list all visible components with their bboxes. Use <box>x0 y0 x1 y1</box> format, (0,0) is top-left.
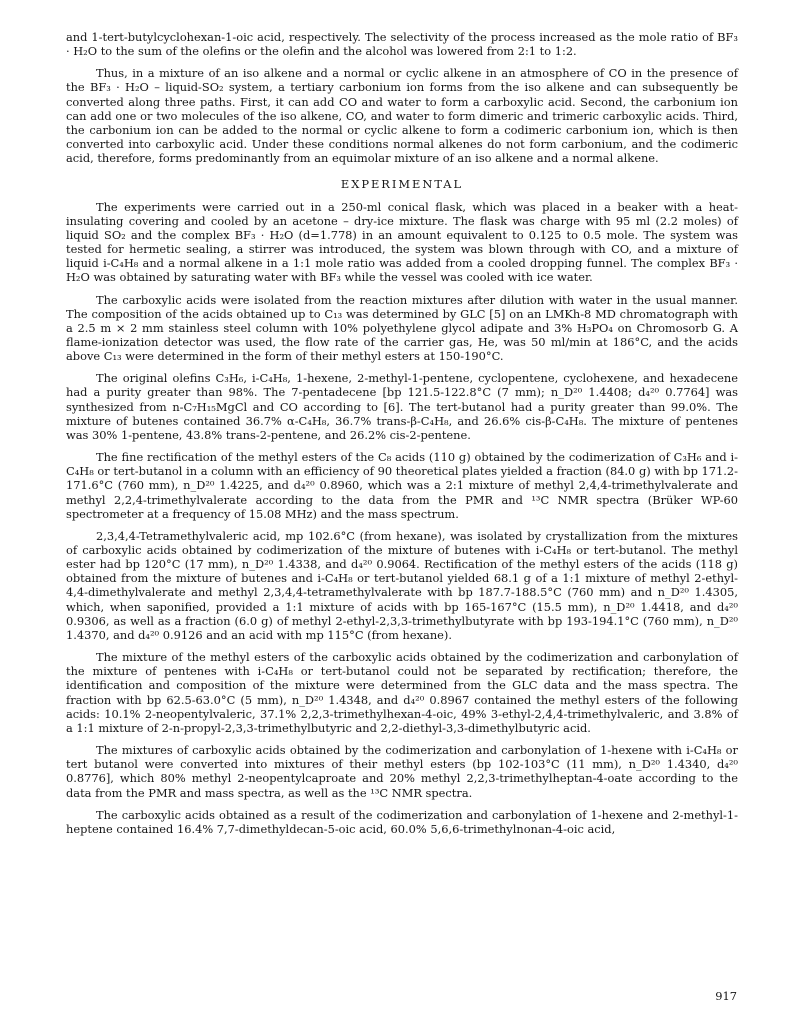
experimental-paragraph-1: The experiments were carried out in a 250-ml conical flask, which was placed in a beaker with a heat-insulating covering and cooled by an acetone – dry-ice mixture. The flask was charge with 95 ml (2.2 moles) of liquid SO₂ and the complex BF₃ · H₂O (d=1.778) in an amount equivalent to 0.125 to 0.5 mole. The system was tested for hermetic sealing, a stirrer was introduced, the system was blown through with CO, and a mixture of liquid i-C₄H₈ and a normal alkene in a 1:1 mole ratio was added from a cooled dropping funnel. The complex BF₃ · H₂O was obtained by saturating water with BF₃ while the vessel was cooled with ice water. <box>66 199 738 285</box>
paragraph-2: Thus, in a mixture of an iso alkene and a normal or cyclic alkene in an atmosphere of CO in the presence of the BF₃ · H₂O – liquid-SO₂ system, a tertiary carbonium ion forms from the iso alkene and can subsequently be converted along three paths. First, it can add CO and water to form a carboxylic acid. Second, the carbonium ion can add one or two molecules of the iso alkene, CO, and water to form dimeric and trimeric carboxylic acids. Third, the carbonium ion can be added to the normal or cyclic alkene to form a codimeric carbonium ion, which is then converted into carboxylic acid. Under these conditions normal alkenes do not form carbonium, and the codimeric acid, therefore, forms predominantly from an equimolar mixture of an iso alkene and a normal alkene. <box>66 66 738 166</box>
experimental-paragraph-8: The carboxylic acids obtained as a result of the codimerization and carbonylation of 1-hexene and 2-methyl-1-heptene contained 16.4% 7,7-dimethyldecan-5-oic acid, 60.0% 5,6,6-trimethylnonan-4-oic acid, <box>66 807 738 836</box>
experimental-paragraph-4: The fine rectification of the methyl esters of the C₈ acids (110 g) obtained by the codimerization of C₃H₆ and i-C₄H₈ or tert-butanol in a column with an efficiency of 90 theoretical plates yielded a fraction (84.0 g) with bp 171.2-171.6°C (760 mm), n_D²⁰ 1.4225, and d₄²⁰ 0.8960, which was a 2:1 mixture of methyl 2,4,4-trimethylvalerate and methyl 2,2,4-trimethylvalerate according to the data from the PMR and ¹³C NMR spectra (Brüker WP-60 spectrometer at a frequency of 15.08 MHz) and the mass spectrum. <box>66 450 738 521</box>
paragraph-1: and 1-tert-butylcyclohexan-1-oic acid, respectively. The selectivity of the process increased as the mole ratio of BF₃ · H₂O to the sum of the olefins or the olefin and the alcohol was lowered from 2:1 to 1:2. <box>66 30 738 59</box>
section-heading: EXPERIMENTAL <box>340 177 464 192</box>
experimental-paragraph-2: The carboxylic acids were isolated from the reaction mixtures after dilution with water in the usual manner. The composition of the acids obtained up to C₁₃ was determined by GLC [5] on an LMKh-8 MD chromatograph with a 2.5 m × 2 mm stainless steel column with 10% polyethylene glycol adipate and 3% H₃PO₄ on Chromosorb G. A flame-ionization detector was used, the flow rate of the carrier gas, He, was 50 ml/min at 186°C, and the acids above C₁₃ were determined in the form of their methyl esters at 150-190°C. <box>66 292 738 364</box>
page-body <box>66 30 738 844</box>
experimental-paragraph-5: 2,3,4,4-Tetramethylvaleric acid, mp 102.6°C (from hexane), was isolated by crystallization from the mixtures of carboxylic acids obtained by codimerization of the mixture of butenes with i-C₄H₈ or tert-butanol. The methyl ester had bp 120°C (17 mm), n_D²⁰ 1.4338, and d₄²⁰ 0.9064. Rectification of the methyl esters of the acids (118 g) obtained from the mixture of butenes and i-C₄H₈ or tert-butanol yielded 68.1 g of a 1:1 mixture of methyl 2-ethyl-4,4-dimethylvalerate and methyl 2,3,4,4-tetramethylvalerate with bp 187.7-188.5°C (760 mm) and n_D²⁰ 1.4305, which, when saponified, provided a 1:1 mixture of acids with bp 165-167°C (15.5 mm), n_D²⁰ 1.4418, and d₄²⁰ 0.9306, as well as a fraction (6.0 g) of methyl 2-ethyl-2,3,3-trimethylbutyrate with bp 193-194.1°C (760 mm), n_D²⁰ 1.4370, and d₄²⁰ 0.9126 and an acid with mp 115°C (from hexane). <box>66 528 738 642</box>
page-number: 917 <box>715 989 737 1003</box>
experimental-paragraph-3: The original olefins C₃H₆, i-C₄H₈, 1-hexene, 2-methyl-1-pentene, cyclopentene, cyclohexene, and hexadecene had a purity greater than 98%. The 7-pentadecene [bp 121.5-122.8°C (7 mm); n_D²⁰ 1.4408; d₄²⁰ 0.7764] was synthesized from n-C₇H₁₅MgCl and CO according to [6]. The tert-butanol had a purity greater than 99.0%. The mixture of butenes contained 36.7% α-C₄H₈, 36.7% trans-β-C₄H₈, and 26.6% cis-β-C₄H₈. The mixture of pentenes was 30% 1-pentene, 43.8% trans-2-pentene, and 26.2% cis-2-pentene. <box>66 371 738 442</box>
experimental-paragraph-7: The mixtures of carboxylic acids obtained by the codimerization and carbonylation of 1-hexene with i-C₄H₈ or tert butanol were converted into mixtures of their methyl esters (bp 102-103°C (11 mm), n_D²⁰ 1.4340, d₄²⁰ 0.8776], which 80% methyl 2-neopentylcaproate and 20% methyl 2,2,3-trimethylheptan-4-oate according to the data from the PMR and mass spectra, as well as the ¹³C NMR spectra. <box>66 743 738 800</box>
experimental-paragraph-6: The mixture of the methyl esters of the carboxylic acids obtained by the codimerization and carbonylation of the mixture of pentenes with i-C₄H₈ or tert-butanol could not be separated by rectification; therefore, the identification and composition of the mixture were determined from the GLC data and the mass spectra. The fraction with bp 62.5-63.0°C (5 mm), n_D²⁰ 1.4348, and d₄²⁰ 0.8967 contained the methyl esters of the following acids: 10.1% 2-neopentylvaleric, 37.1% 2,2,3-trimethylhexan-4-oic, 49% 3-ethyl-2,4,4-trimethylvaleric, and 3.8% of a 1:1 mixture of 2-n-propyl-2,3,3-trimethylbutyric and 2,2-diethyl-3,3-dimethylbutyric acid. <box>66 650 738 735</box>
